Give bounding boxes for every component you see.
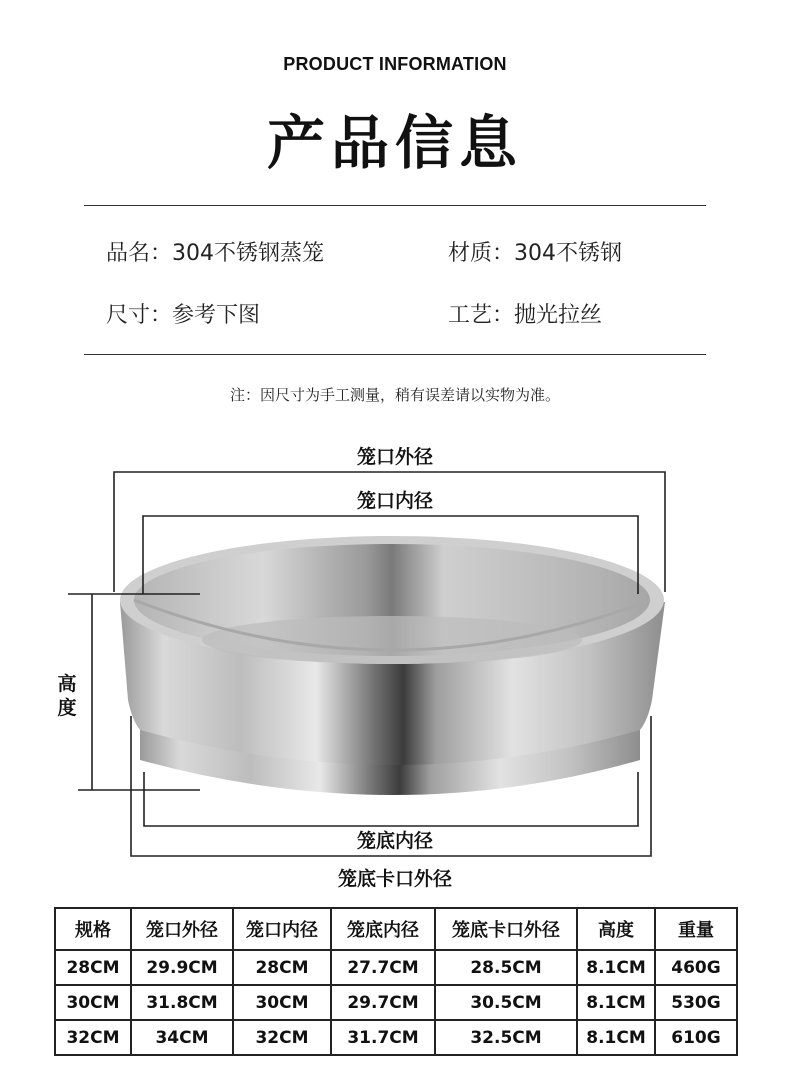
label-bottom-outer: 笼底卡口外径 bbox=[337, 868, 452, 890]
table-header-cell: 笼口内径 bbox=[233, 908, 331, 950]
spec-table bbox=[54, 907, 738, 1056]
label-outer-diameter: 笼口外径 bbox=[356, 446, 433, 468]
english-title: PRODUCT INFORMATION bbox=[283, 54, 507, 74]
table-cell: 30CM bbox=[55, 985, 131, 1020]
steamer-floor bbox=[202, 616, 582, 664]
product-craft: 工艺：抛光拉丝 bbox=[448, 303, 603, 328]
table-cell: 29.7CM bbox=[331, 985, 435, 1020]
table-header-cell: 高度 bbox=[577, 908, 655, 950]
table-cell: 610G bbox=[655, 1020, 737, 1055]
table-cell: 28CM bbox=[233, 950, 331, 985]
table-header-cell: 规格 bbox=[55, 908, 131, 950]
table-cell: 32.5CM bbox=[435, 1020, 577, 1055]
table-cell: 28.5CM bbox=[435, 950, 577, 985]
table-row bbox=[55, 950, 737, 985]
table-row bbox=[55, 1020, 737, 1055]
chinese-title: 产品信息 bbox=[266, 109, 523, 177]
table-cell: 31.8CM bbox=[131, 985, 233, 1020]
table-cell: 34CM bbox=[131, 1020, 233, 1055]
table-header-cell: 笼底卡口外径 bbox=[435, 908, 577, 950]
table-row bbox=[55, 985, 737, 1020]
product-material: 材质：304不锈钢 bbox=[448, 241, 622, 266]
table-cell: 32CM bbox=[55, 1020, 131, 1055]
table-cell: 30.5CM bbox=[435, 985, 577, 1020]
table-cell: 460G bbox=[655, 950, 737, 985]
table-cell: 31.7CM bbox=[331, 1020, 435, 1055]
table-cell: 32CM bbox=[233, 1020, 331, 1055]
product-size: 尺寸：参考下图 bbox=[106, 303, 261, 328]
table-cell: 530G bbox=[655, 985, 737, 1020]
table-cell: 8.1CM bbox=[577, 1020, 655, 1055]
product-name: 品名：304不锈钢蒸笼 bbox=[106, 241, 324, 266]
table-header-row bbox=[55, 908, 737, 950]
label-inner-diameter: 笼口内径 bbox=[356, 490, 433, 512]
label-bottom-inner: 笼底内径 bbox=[356, 830, 433, 852]
table-cell: 27.7CM bbox=[331, 950, 435, 985]
table-cell: 29.9CM bbox=[131, 950, 233, 985]
table-header-cell: 笼口外径 bbox=[131, 908, 233, 950]
table-header-cell: 重量 bbox=[655, 908, 737, 950]
table-cell: 8.1CM bbox=[577, 985, 655, 1020]
table-header-cell: 笼底内径 bbox=[331, 908, 435, 950]
table-cell: 8.1CM bbox=[577, 950, 655, 985]
table-cell: 30CM bbox=[233, 985, 331, 1020]
measurement-note: 注：因尺寸为手工测量，稍有误差请以实物为准。 bbox=[229, 386, 560, 404]
label-height: 高度 bbox=[57, 673, 77, 719]
table-cell: 28CM bbox=[55, 950, 131, 985]
